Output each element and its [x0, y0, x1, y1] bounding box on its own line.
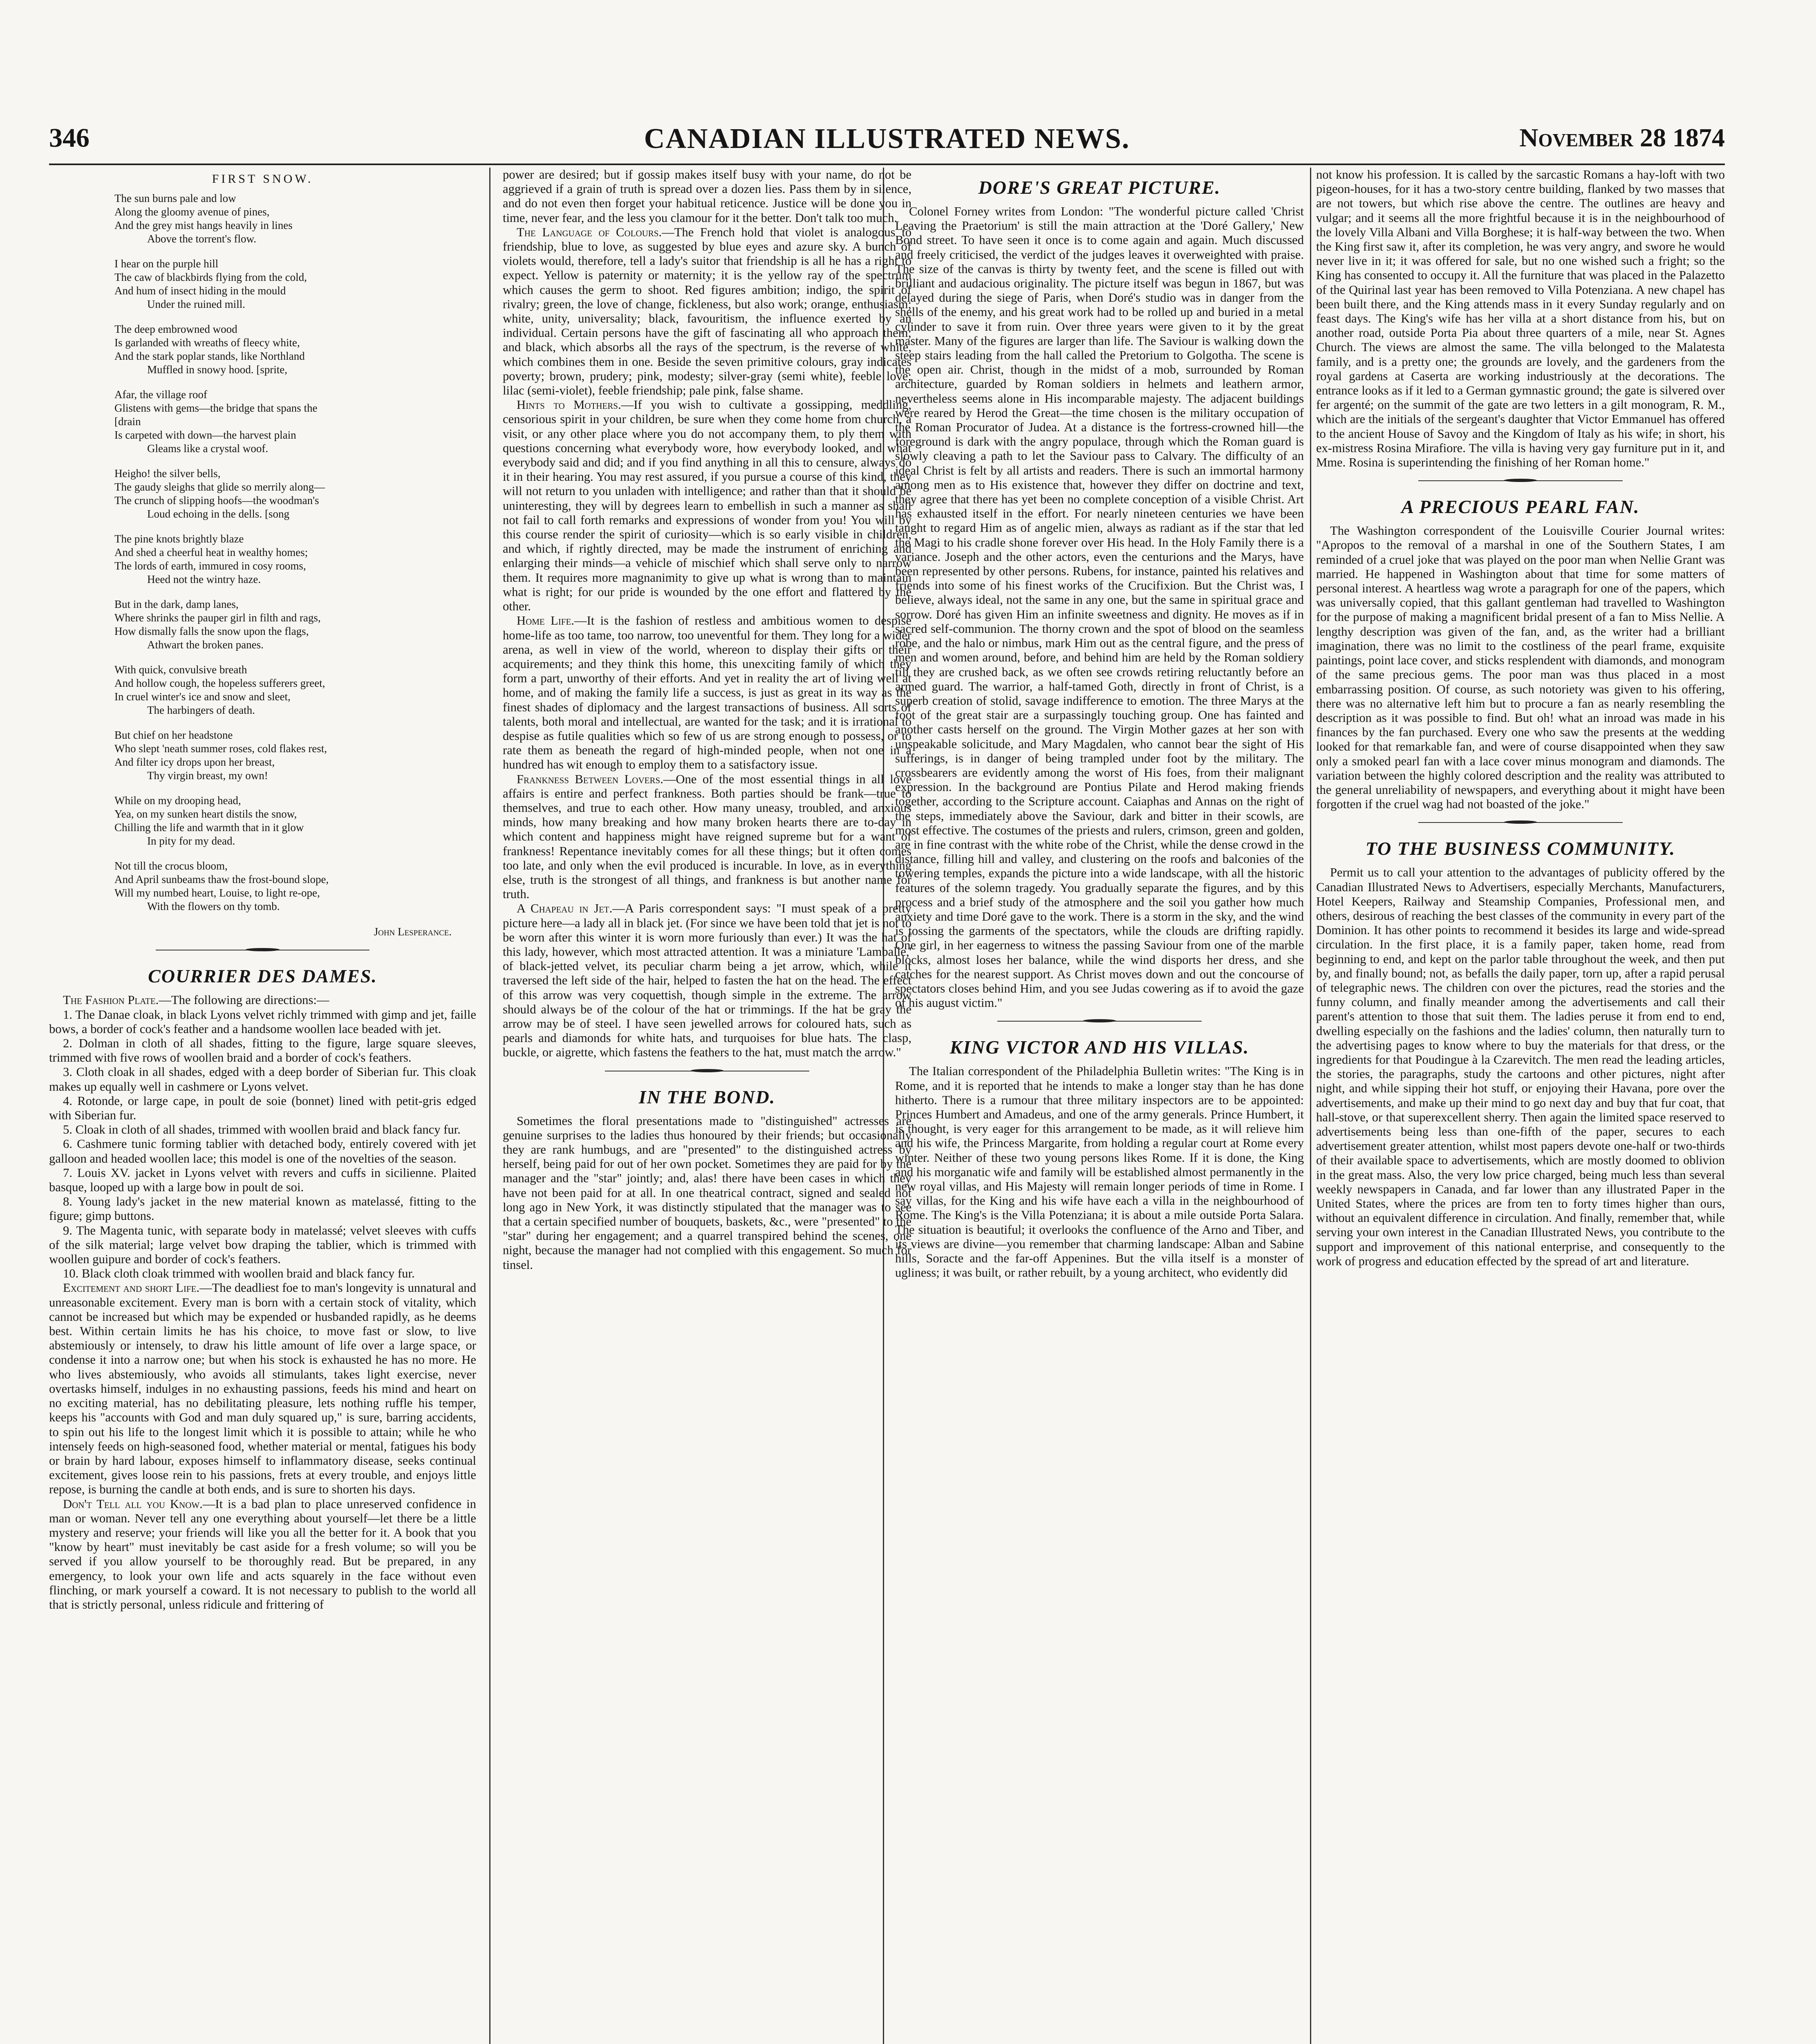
paragraph	[1316, 524, 1725, 811]
paragraph	[49, 1281, 476, 1497]
paragraph-text: 2. Dolman in cloth of all shades, fitting to the figure, large square sleeves, trimmed with five rows of woollen braid and a border of cock's feathers.	[49, 1036, 476, 1065]
poem-line: I hear on the purple hill	[114, 258, 219, 270]
poem-line: And the stark poplar stands, like Northland	[114, 350, 305, 363]
paragraph-text: —The French hold that violet is analogous to friendship, blue to love, as suggested by blue eyes and azure sky. A bunch of violets would, therefore, tell a lady's suitor that friendship is all he has a right to expect. Yellow is paternity or maternity; it is the yellow ray of the spectrum which causes the germ to shoot. Red figures ambition; indigo, the spirit of rivalry; green, the love of change, fickleness, but also work; orange, enthusiasm; white, unity, universality; black, favouritism, the influence exerted by an individual. Certain persons have the gift of fascinating all who approach them; and black, which absorbs all the rays of the spectrum, is the reverse of white, which combines them in one. Beside the seven primitive colours, gray indicates poverty; brown, prudery; pink, modesty; silver-gray (semi white), feeble love; lilac (semi-violet), feeble friendship; pale pink, false shame.	[503, 225, 911, 398]
poem-stanza	[114, 467, 443, 521]
poem-stanza	[114, 192, 443, 246]
poem-line: Where shrinks the pauper girl in filth and rags,	[114, 612, 321, 624]
poem-line: The crunch of slipping hoofs—the woodman's	[114, 494, 319, 507]
poem-author: John Lesperance.	[374, 926, 452, 938]
paragraph	[503, 398, 911, 614]
paragraph	[49, 1224, 476, 1267]
paragraph	[503, 1114, 911, 1272]
paragraph	[503, 225, 911, 398]
poem-line: Will my numbed heart, Louise, to light re-ope,	[114, 887, 320, 899]
paragraph	[895, 204, 1304, 1010]
paragraph-text: power are desired; but if gossip makes itself busy with your name, do not be aggrieved if a grain of truth is spread over a dozen lies. Pass them by in silence, and do not even then forget your habitual reticence. Justice will be done you in time, never fear, and the less you clamour for it the better. Don't talk too much.	[503, 168, 911, 225]
poem-line: Chilling the life and warmth that in it glow	[114, 821, 304, 834]
column-rule	[489, 168, 490, 2044]
poem-stanza	[114, 323, 443, 377]
column-3	[895, 168, 1304, 2044]
section-separator	[1316, 475, 1725, 487]
paragraph	[49, 993, 476, 1007]
poem-line: Gleams like a crystal woof.	[147, 442, 269, 455]
paragraph-text: 7. Louis XV. jacket in Lyons velvet with revers and cuffs in sicilienne. Plaited basque, looped up with a large bow in poult de soi.	[49, 1165, 476, 1195]
paragraph-lead: The Language of Colours.	[517, 225, 662, 239]
paragraph	[895, 1064, 1304, 1280]
poem-line: While on my drooping head,	[114, 794, 241, 807]
article-body	[1316, 168, 1725, 470]
poem-line: Under the ruined mill.	[147, 298, 245, 311]
paragraph-text: 3. Cloth cloak in all shades, edged with a deep border of Siberian fur. This cloak makes up equally well in cashmere or Lyons velvet.	[49, 1065, 476, 1094]
poem-line: And hum of insect hiding in the mould	[114, 285, 286, 297]
section-separator	[895, 1015, 1304, 1027]
paragraph-text: 6. Cashmere tunic forming tablier with detached body, entirely covered with jet galloon and headed woollen lace; this model is one of the novelties of the season.	[49, 1137, 476, 1165]
poem-line: The caw of blackbirds flying from the cold,	[114, 271, 307, 284]
paragraph-text: The Italian correspondent of the Philadelphia Bulletin writes: "The King is in Rome, and it is reported that he intends to make a longer stay than he has done hitherto. There is a rumour that three military inspectors are to be appointed: Princes Humbert and Amadeus, and one of the army generals. Prince Humbert, it is thought, is very eager for this arrangement to be made, as it will relieve him and his wife, the Princess Margarite, from holding a regular court at Rome every winter. Neither of these two young persons likes Rome. If it is done, the King and his morganatic wife and family will be established almost permanently in the new royal villas, and His Majesty will remain longer periods of time in Rome. I say villas, for the King and his wife have each a villa in the neighbourhood of Rome. The King's is the Villa Potenziana; it is about a mile outside Porta Salara. The situation is beautiful; it overlooks the confluence of the Arno and Tiber, and its views are divine—you remember that charming landscape: Alban and Sabine hills, Soracte and the far-off Appenines. But the villa itself is a monster of ugliness; it was built, or rather rebuilt, by a young architect, who evidently did	[895, 1064, 1304, 1280]
paragraph-lead: A Chapeau in Jet.	[517, 901, 613, 916]
poem-line: Not till the crocus bloom,	[114, 860, 228, 872]
article-body	[1316, 524, 1725, 811]
paragraph-lead: The Fashion Plate.	[63, 993, 159, 1007]
paragraph	[49, 1036, 476, 1065]
paragraph	[49, 1065, 476, 1094]
poem-stanza	[114, 257, 443, 311]
poem-line: Heed not the wintry haze.	[147, 573, 261, 586]
poem-line: And shed a cheerful heat in wealthy homes;	[114, 546, 308, 559]
poem-line: With the flowers on thy tomb.	[147, 900, 280, 913]
paragraph	[503, 614, 911, 772]
column-4	[1316, 168, 1725, 2044]
paragraph-text: Sometimes the floral presentations made to "distinguished" actresses are genuine surprises to the ladies thus honoured by their friends; but occasionally they are rank humbugs, and are "presented" to the distinguished actress by herself, being paid for out of her own pocket. Sometimes they are paid for by the manager and the "star" jointly; and, alas! there have been cases in which they have not been paid for at all. In one theatrical contract, signed and sealed not long ago in New York, it was distinctly stipulated that the manager was to see that a certain specified number of bouquets, baskets, &c., were "presented" to the "star" during her engagement; and a quarrel transpired behind the scenes, one night, because the manager had not complied with this engagement. So much for tinsel.	[503, 1114, 911, 1272]
paragraph-text: Permit us to call your attention to the advantages of publicity offered by the Canadian Illustrated News to Advertisers, especially Merchants, Manufacturers, Hotel Keepers, Railway and Steamship Companies, Professional men, and others, desirous of reaching the best classes of the community in every part of the Dominion. It has other points to recommend it besides its large and wide-spread circulation. In the first place, it is a family paper, taken home, read from beginning to end, and kept on the parlor table throughout the week, and then put by, and finally bound; not, as befalls the daily paper, torn up, after a rapid perusal of telegraphic news. The children con over the pictures, read the stories and the funny column, and finally meander among the advertisements and call their parent's attention to those that suit them. The ladies peruse it from end to end, dwelling especially on the fashions and the ladies' column, then naturally turn to the advertising pages to know where to buy the materials for that dress, or the ingredients for that Poudingue à la Czarevitch. The men read the leading articles, the stories, the paragraphs, study the cartoons and other pictures, night after night, and while sipping their hot stuff, or enjoying their Havana, pore over the advertisements, and make up their mind to go next day and buy that fur coat, that hall-stove, or that superexcellent sherry. Then again the limited space reserved to advertisements being less than one-fifth of the paper, secures to each advertisement greater attention, whilst most papers devote one-half or two-thirds of their available space to advertisements, which are mostly doomed to oblivion in the great mass. Also, the very low price charged, being much less than several weekly newspapers in Canada, and far lower than any illustrated Paper in the United States, where the prices are from ten to forty times higher than ours, without an equivalent difference in circulation. And finally, remember that, while serving your own interest in the Canadian Illustrated News, you contribute to the support and improvement of this national enterprise, and consequently to the work of progress and education effected by the spread of art and literature.	[1316, 865, 1725, 1268]
poem-stanza	[114, 598, 443, 652]
poem-line: And the grey mist hangs heavily in lines	[114, 219, 293, 232]
poem-line: But chief on her headstone	[114, 729, 233, 742]
poem-line: In pity for my dead.	[147, 835, 235, 847]
paragraph-text: —The deadliest foe to man's longevity is unnatural and unreasonable excitement. Every man is born with a certain stock of vitality, which cannot be increased but which may be expended or husbanded rapidly, as he deems best. Within certain limits he has his choice, to move fast or slow, to live abstemiously or intensely, to draw his little amount of life over a large space, or condense it into a narrow one; but when his stock is exhausted he has no more. He who lives abstemiously, who avoids all stimulants, takes light exercise, never overtasks himself, indulges in no exhausting passions, feeds his mind and heart on no exciting material, has no debilitating pleasure, lets nothing ruffle his temper, keeps his "accounts with God and man duly squared up," is sure, barring accidents, to spin out his life to the longest limit which it is possible to attain; while he who intensely feeds on high-seasoned food, whether material or mental, fatigues his body or brain by hard labour, exposes himself to inflammatory disease, seeks continual excitement, gives loose rein to his passions, frets at every trouble, and enjoys little repose, is burning the candle at both ends, and is sure to shorten his days.	[49, 1281, 476, 1497]
paragraph	[49, 1137, 476, 1165]
poem-line: The harbingers of death.	[147, 704, 255, 717]
paragraph	[49, 1266, 476, 1281]
paragraph-text: 1. The Danae cloak, in black Lyons velvet richly trimmed with gimp and jet, faille bows, a border of cock's feather and a handsome woollen lace beaded with jet.	[49, 1007, 476, 1036]
poem-line: The pine knots brightly blaze	[114, 533, 244, 545]
article-body	[49, 993, 476, 1612]
poem-line: But in the dark, damp lanes,	[114, 598, 239, 611]
poem-line: The gaudy sleighs that glide so merrily along—	[114, 481, 325, 493]
paragraph	[49, 1195, 476, 1223]
paragraph	[1316, 168, 1725, 470]
poem-line: Above the torrent's flow.	[147, 233, 257, 245]
paragraph	[49, 1094, 476, 1123]
poem-line: Afar, the village roof	[114, 388, 207, 401]
paragraph-lead: Excitement and short Life.	[63, 1281, 199, 1295]
poem-line: The sun burns pale and low	[114, 192, 236, 205]
header-rule	[49, 164, 1725, 165]
poem-line: In cruel winter's ice and snow and sleet,	[114, 690, 291, 703]
paragraph-text: 10. Black cloth cloak trimmed with woollen braid and black fancy fur.	[63, 1266, 415, 1281]
poem-stanza	[114, 663, 443, 717]
poem-line: Yea, on my sunken heart distils the snow,	[114, 808, 297, 820]
article-body	[503, 1114, 911, 1272]
paragraph	[1316, 865, 1725, 1269]
poem-line: Loud echoing in the dells. [song	[147, 508, 289, 520]
article-heading: DORE'S GREAT PICTURE.	[978, 177, 1221, 198]
paragraph-text: —A Paris correspondent says: "I must speak of a pretty picture here—a lady all in black jet. (For since we have been told that jet is not to be worn after this winter it is worn more furiously than ever.) It was the hat of this lady, however, which most attracted attention. It was a miniature 'Lamballe,' of black-jetted velvet, its peculiar charm being a jet arrow, which, while it traversed the left side of the hair, helped to fasten the hat on the head. The effect of this arrow was very coquettish, though simple in the extreme. The arrow should always be of the colour of the hat or trimmings. If the hat be gray the arrow may be of steel. I have seen jewelled arrows for coloured hats, such as pearls and diamonds for white hats, and turquoises for blue hats. The clasp, buckle, or aigrette, which fastens the feathers to the hat, must match the arrow."	[503, 901, 911, 1060]
poem-stanza	[114, 388, 443, 455]
paragraph-text: The Washington correspondent of the Louisville Courier Journal writes: "Apropos to the removal of a marshal in one of the Southern States, I am reminded of a cruel joke that was played on the poor man when Nellie Grant was married. He happened in Washington about that time for some matters of personal interest. A heartless wag wrote a paragraph for one of the papers, which was universally copied, that this gallant gentleman had travelled to Washington for the purpose of making a magnificent bridal present of a fan to Miss Nellie. A lengthy description was given of the fan, and, as the writer had a brilliant imagination, there was no limit to the costliness of the pearl frame, exquisite paintings, point lace cover, and sticks resplendent with diamonds, and monogram of the same precious gems. The poor man was thus placed in a most embarrassing position. Of course, as such notoriety was given to his offering, there was no alternative left him but to procure a fan as nearly resembling the description as it was possible to find. But oh! what an inroad was made in his finances by the fan purchased. Every one who saw the presents at the wedding looked for that remarkable fan, and were of course disappointed when they saw only a smoked pearl fan with a lace cover minus monogram and diamonds. The variation between the highly colored description and the reality was attributed to the general unreliability of newspapers, and everything about it might have been forgotten if the cruel wag had not boasted of the joke."	[1316, 524, 1725, 811]
poem-line: And April sunbeams thaw the frost-bound slope,	[114, 873, 329, 886]
paragraph	[503, 168, 911, 225]
poem-line: Is garlanded with wreaths of fleecy white,	[114, 336, 300, 349]
article-body	[895, 1064, 1304, 1280]
paragraph-text: 8. Young lady's jacket in the new material known as matelassé, fitting to the figure; gimp buttons.	[49, 1195, 476, 1223]
paragraph-text: —It is the fashion of restless and ambitious women to despise home-life as too tame, too narrow, too uneventful for them. They long for a wider arena, as well in view of the world, whereon to display their gifts or their acquirements; and they think this home, this unexciting family of which they form a part, unworthy of their efforts. And yet in reality the art of living well at home, and of making the family life a success, is just as great in its way as the finest shades of diplomacy and the largest transactions of business. All sorts of talents, both moral and intellectual, are wanted for the task; and it is irrational to despise as futile qualities which so few of us are strong enough to possess, or to rate them as beneath the regard of high-minded people, when not one in a hundred has wit enough to employ them to a satisfactory issue.	[503, 614, 911, 772]
article-heading: KING VICTOR AND HIS VILLAS.	[949, 1037, 1249, 1058]
poem-line: Heigho! the silver bells,	[114, 467, 221, 480]
paragraph	[49, 1123, 476, 1137]
paragraph-lead: Don't Tell all you Know.	[63, 1497, 203, 1511]
paragraph-text: —One of the most essential things in all love affairs is entire and perfect frankness. Both parties should be frank—true to themselves, and true to each other. How many uneasy, troubled, and anxious minds, how many breaking and how many broken hearts there are to-day in which content and happiness might have reigned supreme but for a want of frankness! Repentance inevitably comes for all these things; but it often comes too late, and only when the evil produced is incurable. In love, as in everything else, truth is the strongest of all things, and frankness is but another name for truth.	[503, 772, 911, 901]
poem-line: And filter icy drops upon her breast,	[114, 756, 275, 769]
poem-line: And hollow cough, the hopeless sufferers greet,	[114, 677, 325, 690]
article-heading: A PRECIOUS PEARL FAN.	[1401, 496, 1640, 518]
page-header	[49, 123, 1725, 159]
paragraph-text: —If you wish to cultivate a gossipping, meddling, censorious spirit in your children, be sure when they come home from church, a visit, or any other place where you do not accompany them, to ply them with questions concerning what everybody wore, how everybody looked, and what everybody said and did; and if you find anything in all this to censure, always do it in their hearing. You may rest assured, if you pursue a course of this kind, they will not return to you unladen with intelligence; and rather than that it should be uninteresting, they will by degrees learn to embellish in such a manner as shall not fail to call forth remarks and expressions of wonder from you! You will by this course render the spirit of curiosity—which is so early visible in children, and which, if rightly directed, may be made the instrument of enriching and enlarging their minds—a vehicle of mischief which shall serve only to narrow them. It requires more magnanimity to give up what is wrong than to maintain what is right; for our pride is wounded by the one effort and flattered by the other.	[503, 398, 911, 614]
page-number: 346	[49, 123, 90, 153]
poem-line: Muffled in snowy hood. [sprite,	[147, 363, 287, 376]
column-1	[49, 168, 476, 2044]
poem-title: FIRST SNOW.	[212, 172, 313, 186]
paragraph-text: 9. The Magenta tunic, with separate body in matelassé; velvet sleeves with cuffs of the silk material; large velvet bow draping the tablier, which is trimmed with woollen guipure and border of cock's feathers.	[49, 1223, 476, 1266]
article-body	[895, 204, 1304, 1010]
poem-line: The lords of earth, immured in cosy rooms,	[114, 560, 306, 572]
poem-line: Athwart the broken panes.	[147, 639, 264, 651]
paragraph	[49, 1497, 476, 1612]
paragraph-lead: Frankness Between Lovers.	[517, 772, 663, 786]
poem-stanza	[114, 532, 443, 586]
paragraph-text: Colonel Forney writes from London: "The wonderful picture called 'Christ Leaving the Praetorium' is still the main attraction at the 'Doré Gallery,' New Bond street. To have seen it once is to come again and again. Much discussed and freely criticised, the verdict of the judges leaves it overweighted with praise. The size of the canvas is thirty by twenty feet, and the scene is filled out with brilliant and audacious originality. The picture itself was begun in 1867, but was delayed during the siege of Paris, when Doré's studio was in danger from the shells of the enemy, and his great work had to be rolled up and buried in a metal cylinder to save it from ruin. Over three years were given to it by the great master. Many of the figures are larger than life. The Saviour is walking down the steep stairs leading from the hall called the Pretorium to Golgotha. The scene is the open air. Christ, though in the midst of a mob, surrounded by Roman architecture, guarded by Roman soldiers in helmets and leathern armor, nevertheless seems alone in His incomparable majesty. The adjacent buildings were reared by Herod the Great—the time chosen is the military occupation of the Roman Procurator of Judea. At a distance is the fortress-crowned hill—the foreground is dark with the angry populace, through which the Roman guard is slowly cleaving a path to let the Saviour pass to Calvary. The difficulty of an ideal Christ is felt by all artists and readers. There is such an immortal harmony among men as to His existence that, however they differ on doctrine and text, they agree that there has yet been no complete conception of a visible Christ. Art has exhausted itself in the effort. For nearly nineteen centuries we have been taught to regard Him as of angelic mien, always as radiant as if the star that led the Magi to his cradle shone forever over His head. In the Holy Family there is a variance. Joseph and the other actors, even the centurions and the Marys, have been represented by other persons. Rubens, for instance, painted his relatives and friends into some of his finest works of the Crucifixion. But the Christ was, I believe, always ideal, not the same in any one, but the same in spiritual grace and sorrow. Doré has given Him an infinite sweetness and dignity. He moves as if in sacred self-communion. The thorny crown and the spot of blood on the seamless robe, and the halo or nimbus, mark Him out as the central figure, and the press of men and women around, before, and behind him are held by the Roman soldiery till they are crushed back, as we often see crowds retiring reluctantly before an armed guard. The warrior, a half-tamed Goth, directly in front of Christ, is a superb creation of stolid, savage indifference to emotion. The three Marys at the foot of the great stair are a surpassingly touching group. One has fainted and another casts herself on the ground. The Virgin Mother gazes at her son with unspeakable solicitude, and Mary Magdalen, who cannot bear the sight of His sufferings, is in danger of being trampled under foot by the military. The crossbearers are evidently among the worst of His foes, from their malignant expression. In the background are Pontius Pilate and Herod making friends together, according to the Scripture account. Caiaphas and Annas on the right of the steps, immediately above the Saviour, dark and bitter in their scowls, are most effective. The costumes of the priests and rulers, crimson, green and golden, are in fine contrast with the white robe of the Christ, while the dense crowd in the distance, filling hill and valley, and clustering on the roofs and balconies of the towering temples, expands the picture into a wide landscape, with all the historic features of the solemn tragedy. You gradually separate the figures, and by this process and a brief study of the atmosphere and the soil you gather how much anxiety and time Doré gave to the work. There is a storm in the sky, and the wind is tossing the garments of the spectators, while the clouds are drifting rapidly. One girl, in her eagerness to witness the passing Saviour from one of the marble blocks, almost loses her balance, while the wind disports her dress, and she catches for the nearest support. As Christ moves down and out the concourse of spectators closes behind Him, and you see Judas cowering as if to avoid the gaze of his august victim."	[895, 204, 1304, 1010]
poem-line: With quick, convulsive breath	[114, 663, 247, 676]
article-heading: IN THE BOND.	[638, 1086, 776, 1107]
poem-line: Is carpeted with down—the harvest plain	[114, 429, 296, 442]
issue-date: November 28 1874	[1519, 123, 1725, 152]
paragraph	[503, 772, 911, 902]
masthead: CANADIAN ILLUSTRATED NEWS.	[644, 123, 1130, 155]
paragraph	[503, 901, 911, 1060]
paragraph-lead: Home Life.	[517, 614, 574, 628]
poem-stanza	[114, 794, 443, 848]
column-2	[503, 168, 911, 2044]
poem-line: Glistens with gems—the bridge that spans the	[114, 402, 318, 415]
section-separator	[503, 1065, 911, 1077]
paragraph-lead: Hints to Mothers.	[517, 398, 621, 412]
paragraph	[49, 1008, 476, 1036]
poem	[49, 192, 476, 913]
poem-stanza	[114, 728, 443, 782]
article-body	[1316, 865, 1725, 1269]
article-heading: COURRIER DES DAMES.	[148, 966, 377, 987]
poem-line: [drain	[114, 415, 141, 428]
poem-stanza	[114, 859, 443, 913]
article-heading: TO THE BUSINESS COMMUNITY.	[1365, 838, 1676, 859]
section-separator	[1316, 816, 1725, 829]
section-separator	[49, 944, 476, 956]
paragraph-text: 5. Cloak in cloth of all shades, trimmed with woollen braid and black fancy fur.	[63, 1123, 461, 1137]
paragraph-text: 4. Rotonde, or large cape, in poult de soie (bonnet) lined with petit-gris edged with Siberian fur.	[49, 1094, 476, 1123]
poem-line: Thy virgin breast, my own!	[147, 769, 268, 782]
article-body	[503, 168, 911, 1060]
poem-line: How dismally falls the snow upon the flags,	[114, 625, 309, 638]
paragraph-text: not know his profession. It is called by the sarcastic Romans a hay-loft with two pigeon-houses, for it has a two-story centre building, flanked by two masses that are not towers, but which rise above the centre. The outlines are heavy and vulgar; and it seems all the more frightful because it is in the neighbourhood of the lovely Villa Albani and Villa Borghese; it is half-way between the two. When the King first saw it, after its completion, he was very angry, and swore he would never live in it; it was offered for sale, but no one wished such a fright; so the King has consented to occupy it. All the furniture that was placed in the Palazetto of the Quirinal last year has been removed to Villa Potenziana. A new chapel has been built there, and the King attends mass in it every Sunday regularly and on feast days. The King's wife has her villa at a short distance from his, but on another road, outside Porta Pia about three quarters of a mile, near St. Agnes Church. The views are almost the same. The villa belonged to the Malatesta family, and is a pretty one; the grounds are lovely, and the gardeners from the royal gardens at Caserta are working industriously at the decorations. The entrance looks as if it led to a German gymnastic ground; the gate is silvered over fer argenté; on the summit of the gate are two letters in a gilt monogram, R. M., which are the initials of the sergeant's daughter that Victor Emmanuel has offered to the ancient House of Savoy and the Kingdom of Italy as his wife; in short, his ex-mistress Rosina Mirafiore. The villa is having very gay furniture put in it, and Mme. Rosina is superintending the finishing of her Roman home."	[1316, 168, 1725, 470]
poem-line: Who slept 'neath summer roses, cold flakes rest,	[114, 742, 327, 755]
poem-line: Along the gloomy avenue of pines,	[114, 206, 270, 218]
paragraph	[49, 1166, 476, 1195]
paragraph-text: —It is a bad plan to place unreserved confidence in man or woman. Never tell any one everything about yourself—let there be a little mystery and reserve; your friends will like you all the better for it. A book that you "know by heart" must inevitably be cast aside for a fresh volume; so will you be served if you allow yourself to be thoroughly read. But be prepared, in any emergency, to look your own life and acts squarely in the face without even flinching, or mark yourself a coward. It is not necessary to publish to the world all that is strictly personal, unless ridicule and frittering of	[49, 1497, 476, 1611]
poem-line: The deep embrowned wood	[114, 323, 237, 336]
column-rule	[1310, 168, 1311, 2044]
paragraph-text: —The following are directions:—	[159, 993, 329, 1007]
